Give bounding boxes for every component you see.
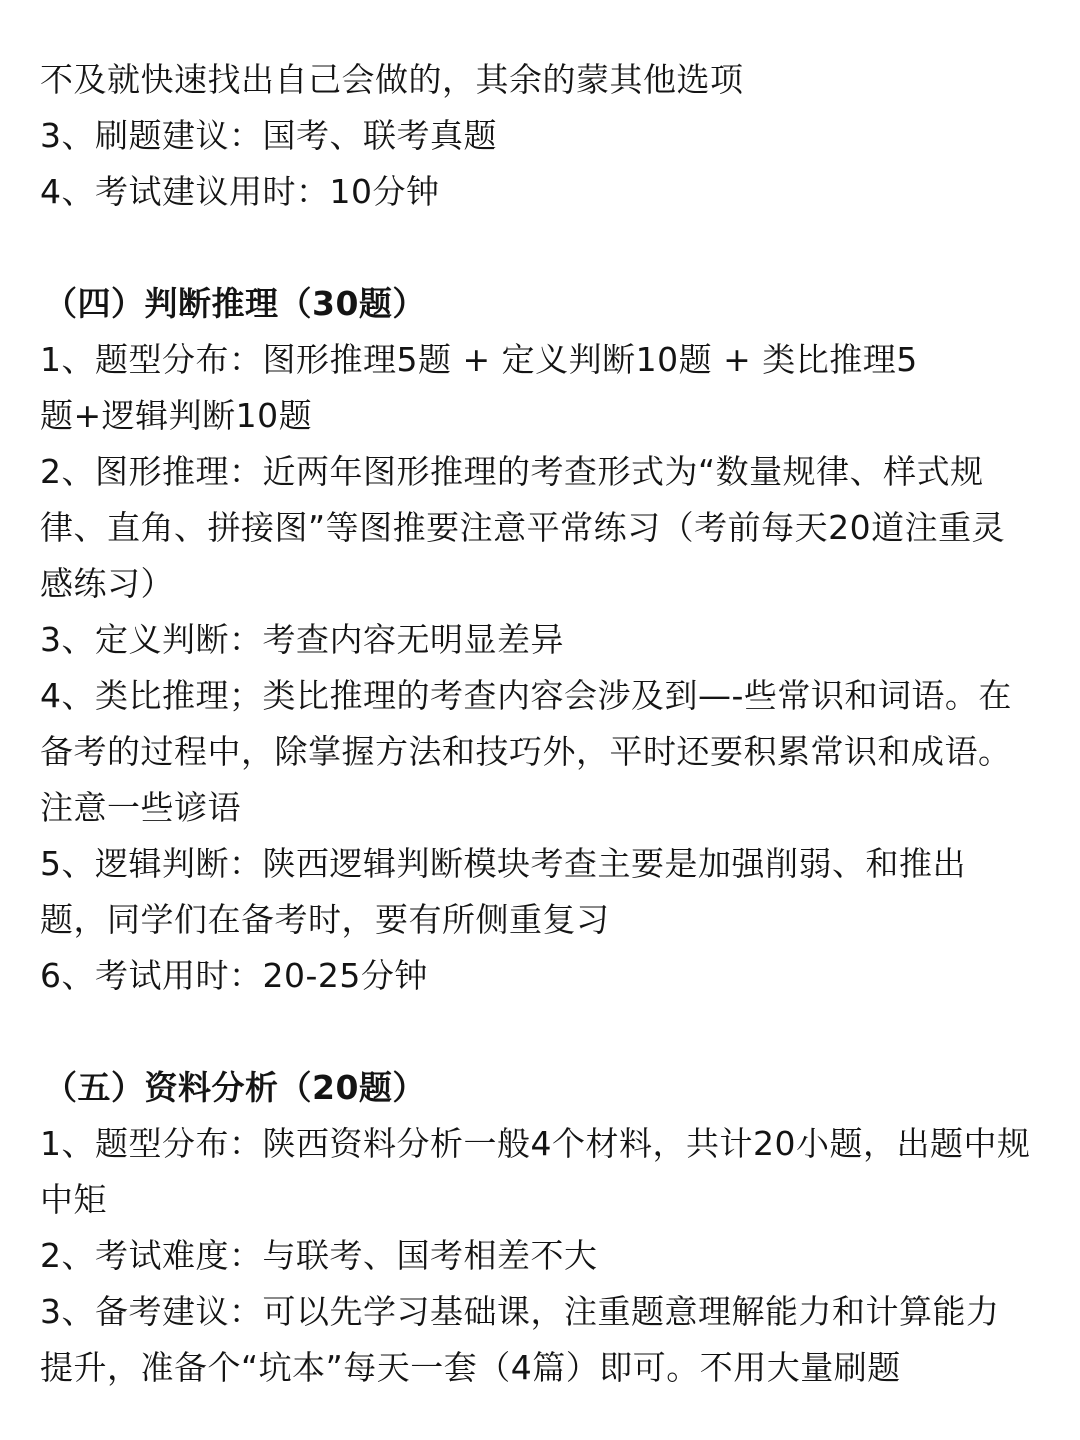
- text-line: 注意一些谚语: [40, 788, 241, 827]
- section-4-heading: （四）判断推理（30题）: [44, 284, 426, 323]
- text-line: 6、考试用时：20-25分钟: [40, 956, 428, 995]
- text-line: 4、考试建议用时：10分钟: [40, 172, 440, 211]
- text-line: 律、直角、拼接图”等图推要注意平常练习（考前每天20道注重灵: [40, 508, 1006, 547]
- section-5-data-analysis: [40, 1060, 1042, 1396]
- paragraph-gap: [40, 220, 1042, 276]
- section-4-judgment-reasoning: [40, 276, 1042, 1004]
- text-line: 中矩: [40, 1180, 107, 1219]
- text-line: 提升，准备个“坑本”每天一套（4篇）即可。不用大量刷题: [40, 1348, 901, 1387]
- text-line: 5、逻辑判断：陕西逻辑判断模块考查主要是加强削弱、和推出: [40, 844, 966, 883]
- text-line: 3、刷题建议：国考、联考真题: [40, 116, 497, 155]
- text-line: 4、类比推理；类比推理的考查内容会涉及到—-些常识和词语。在: [40, 676, 1012, 715]
- text-line: 感练习）: [40, 564, 174, 603]
- text-line: 2、考试难度：与联考、国考相差不大: [40, 1236, 598, 1275]
- section-3-tail: [40, 52, 1042, 220]
- text-line: 不及就快速找出自己会做的，其余的蒙其他选项: [40, 60, 744, 99]
- text-line: 备考的过程中，除掌握方法和技巧外，平时还要积累常识和成语。: [40, 732, 1012, 771]
- text-line: 3、定义判断：考查内容无明显差异: [40, 620, 564, 659]
- text-line: 3、备考建议：可以先学习基础课，注重题意理解能力和计算能力: [40, 1292, 1000, 1331]
- text-line: 1、题型分布：图形推理5题 + 定义判断10题 + 类比推理5: [40, 340, 918, 379]
- section-5-heading: （五）资料分析（20题）: [44, 1068, 426, 1107]
- paragraph-gap: [40, 1004, 1042, 1060]
- text-line: 题，同学们在备考时，要有所侧重复习: [40, 900, 610, 939]
- text-line: 2、图形推理：近两年图形推理的考查形式为“数量规律、样式规: [40, 452, 984, 491]
- text-line: 1、题型分布：陕西资料分析一般4个材料，共计20小题，出题中规: [40, 1124, 1031, 1163]
- text-line: 题+逻辑判断10题: [40, 396, 313, 435]
